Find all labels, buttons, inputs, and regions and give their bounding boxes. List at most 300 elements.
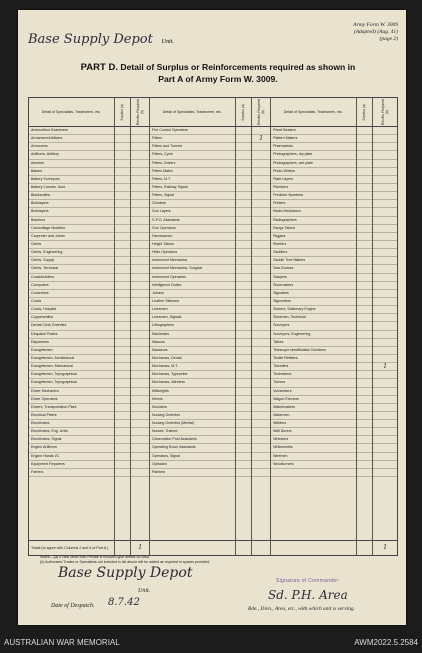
number-cell (252, 363, 270, 371)
trade-row: Instrument Mechanics, Surgical (150, 265, 235, 273)
trade-row: Wagon Erectors (271, 396, 356, 404)
trade-row: Shoemakers (271, 282, 356, 290)
number-cell (131, 257, 149, 265)
trade-row: Draughtsmen, Architectural (29, 355, 114, 363)
trade-row: Pharmacists (271, 143, 356, 151)
number-cell (357, 461, 373, 469)
number-cell (115, 233, 131, 241)
trade-row: Saddle Tree Makers (271, 257, 356, 265)
number-cell (357, 363, 373, 371)
column-header-trade: Detail of Specialists, Tradesmen, etc. (150, 98, 235, 127)
trade-row: Coppersmiths (29, 314, 114, 322)
trade-row: Panel Beaters (271, 127, 356, 135)
total-cell (357, 540, 373, 555)
trade-row: Cooks (29, 298, 114, 306)
number-cell (357, 379, 373, 387)
number-cell (131, 176, 149, 184)
trade-row: Intelligence Duties (150, 282, 235, 290)
number-cell: 1 (252, 135, 270, 143)
trade-row: Stokers, Stationary Engine (271, 306, 356, 314)
number-cell (373, 192, 397, 200)
number-cell (373, 200, 397, 208)
trade-column-2 (150, 98, 236, 555)
number-cell (373, 282, 397, 290)
form-ref-line: (Adapted) (Aug. 41) (353, 28, 398, 35)
number-cell (357, 322, 373, 330)
number-cell (373, 371, 397, 379)
number-cell (115, 184, 131, 192)
number-cell (236, 192, 252, 200)
number-cell (252, 396, 270, 404)
number-cell (252, 282, 270, 290)
trade-row: Armourers (29, 143, 114, 151)
surplus-column-2 (236, 98, 253, 555)
trade-row: Pattern Makers (271, 135, 356, 143)
number-cell (131, 241, 149, 249)
trade-row: Electricians, Signal (29, 436, 114, 444)
number-cell (252, 412, 270, 420)
number-cell (373, 412, 397, 420)
number-cell (115, 200, 131, 208)
number-cell (131, 339, 149, 347)
number-cell (373, 436, 397, 444)
footer-unit-handwritten: Base Supply Depot (58, 565, 193, 581)
number-cell (236, 217, 252, 225)
trade-row: Blacksmiths (29, 192, 114, 200)
number-cell (373, 151, 397, 159)
number-cell (131, 290, 149, 298)
trade-row: Surveyors (271, 322, 356, 330)
number-cell (357, 200, 373, 208)
trade-row: Fire Control Operators (150, 127, 235, 135)
number-cell (131, 322, 149, 330)
trade-row: Fitters, Railway Signal (150, 184, 235, 192)
trade-row: Bricklayers (29, 208, 114, 216)
number-cell (357, 298, 373, 306)
number-cell (373, 469, 397, 477)
number-cell (131, 379, 149, 387)
number-cell (236, 135, 252, 143)
number-cell (357, 314, 373, 322)
number-cell (115, 388, 131, 396)
number-cell (373, 347, 397, 355)
number-cell (252, 290, 270, 298)
number-cell (131, 420, 149, 428)
trade-row: Radio Mechanics (271, 208, 356, 216)
number-cell (236, 420, 252, 428)
number-cell (252, 355, 270, 363)
number-cell (373, 420, 397, 428)
trade-row: Operators, Signal (150, 453, 235, 461)
total-cell (150, 540, 235, 555)
number-cell (357, 331, 373, 339)
stamp: Signature of Commander (276, 578, 339, 584)
number-cell (236, 233, 252, 241)
column-header-required: Reinfts. Required (b) (381, 98, 390, 126)
number-cell: 1 (373, 363, 397, 371)
number-cell (357, 339, 373, 347)
number-cell (115, 444, 131, 452)
number-cell (115, 379, 131, 387)
number-cell (252, 371, 270, 379)
trade-row: Plate Layers (271, 176, 356, 184)
number-cell (252, 469, 270, 477)
trade-row: Saw Doctors (271, 265, 356, 273)
trade-row: Bakers (29, 168, 114, 176)
total-cell (115, 540, 131, 555)
trade-row: Miners (150, 396, 235, 404)
number-cell (252, 298, 270, 306)
number-cell (252, 225, 270, 233)
column-header-surplus: Surplus (a) (241, 103, 246, 121)
number-cell (115, 298, 131, 306)
number-cell (131, 192, 149, 200)
number-cell (252, 160, 270, 168)
number-cell (252, 208, 270, 216)
trade-row: Equipment Repairers (29, 461, 114, 469)
trade-row: Coachbuilders (29, 274, 114, 282)
number-cell (236, 160, 252, 168)
number-cell (115, 469, 131, 477)
number-cell (357, 151, 373, 159)
trade-row: G.P.O. Assistants (150, 217, 235, 225)
trade-row: Electricians, Eng. Units (29, 428, 114, 436)
number-cell (115, 461, 131, 469)
number-cell (115, 241, 131, 249)
number-cell (115, 331, 131, 339)
trade-row: Electricians (29, 420, 114, 428)
number-cell (115, 428, 131, 436)
trade-row: Bricklayers (29, 200, 114, 208)
column-header-surplus: Surplus (a) (362, 103, 367, 121)
trade-row: Helio Operators (150, 249, 235, 257)
total-cell (252, 540, 270, 555)
trade-row: Tailors (271, 339, 356, 347)
number-cell (357, 412, 373, 420)
trade-row: Drivers, Transportation Plant (29, 404, 114, 412)
number-cell (357, 453, 373, 461)
form-ref-line: (page 2) (379, 35, 398, 42)
number-cell (131, 469, 149, 477)
trade-row: Mechanics, Wireless (150, 379, 235, 387)
number-cell (373, 379, 397, 387)
number-cell (115, 192, 131, 200)
number-cell (236, 168, 252, 176)
number-cell (252, 388, 270, 396)
number-cell (373, 184, 397, 192)
trade-row: Lithographers (150, 322, 235, 330)
total-cell (236, 540, 252, 555)
number-cell (252, 176, 270, 184)
number-cell (115, 420, 131, 428)
trade-row: Storemen, Technical (271, 314, 356, 322)
number-cell (373, 233, 397, 241)
number-cell (373, 160, 397, 168)
number-cell (131, 444, 149, 452)
number-cell (115, 404, 131, 412)
surplus-cells-3 (357, 127, 373, 477)
trade-row: Draughtsmen, Mechanical (29, 363, 114, 371)
number-cell (115, 436, 131, 444)
trade-row: Grinders (150, 200, 235, 208)
number-cell (373, 274, 397, 282)
number-cell (252, 461, 270, 469)
number-cell (236, 436, 252, 444)
number-cell (357, 225, 373, 233)
number-cell (373, 298, 397, 306)
trade-row: Gun Layers (150, 208, 235, 216)
trade-row: Sawyers (271, 274, 356, 282)
number-cell (131, 160, 149, 168)
number-cell (131, 151, 149, 159)
trade-row: Joiners (150, 290, 235, 298)
number-cell (252, 192, 270, 200)
trade-row: Telescope Identification Numbers (271, 347, 356, 355)
number-cell (357, 469, 373, 477)
number-cell (373, 355, 397, 363)
number-cell (357, 249, 373, 257)
number-cell (236, 257, 252, 265)
number-cell (131, 331, 149, 339)
trade-row: Range Takers (271, 225, 356, 233)
number-cell (236, 298, 252, 306)
trade-row: Height Takers (150, 241, 235, 249)
unit-header (28, 32, 174, 47)
number-cell (252, 428, 270, 436)
number-cell (373, 176, 397, 184)
trade-row: Engine Hands I/C (29, 453, 114, 461)
number-cell (115, 355, 131, 363)
number-cell (373, 396, 397, 404)
number-cell (131, 225, 149, 233)
column-header-required: Reinfts. Required (b) (257, 98, 266, 126)
number-cell (236, 371, 252, 379)
trade-row: Fitters, M.T. (150, 176, 235, 184)
column-header-required: Reinfts. Required (b) (136, 98, 145, 126)
number-cell (115, 143, 131, 151)
number-cell (357, 274, 373, 282)
number-cell (373, 225, 397, 233)
trade-row: Textile Refitters (271, 355, 356, 363)
trades-table (28, 97, 398, 556)
number-cell (373, 404, 397, 412)
number-cell (357, 233, 373, 241)
caption-source: AUSTRALIAN WAR MEMORIAL (4, 638, 120, 647)
number-cell (252, 151, 270, 159)
surplus-cells-2 (236, 127, 252, 477)
part-label: PART D. (80, 62, 118, 73)
trade-row: Operating Room Assistants (150, 444, 235, 452)
trade-row: Electrical Fitters (29, 412, 114, 420)
number-cell (115, 257, 131, 265)
number-cell (373, 168, 397, 176)
trade-row: Woodturners (271, 461, 356, 469)
number-cell (115, 363, 131, 371)
number-cell (115, 412, 131, 420)
trade-list-1 (29, 127, 114, 477)
number-cell (131, 282, 149, 290)
trade-row: Saddlers (271, 249, 356, 257)
trade-row: Fitters and Turners (150, 143, 235, 151)
trade-row: Photographers, dry plate (271, 151, 356, 159)
number-cell (236, 396, 252, 404)
trade-row: Radiographers (271, 217, 356, 225)
column-header-trade: Detail of Specialists, Tradesmen, etc. (29, 98, 114, 127)
number-cell (357, 176, 373, 184)
trade-column-3 (271, 98, 357, 555)
number-cell (252, 347, 270, 355)
number-cell (115, 217, 131, 225)
trade-row: Camouflage Modeller (29, 225, 114, 233)
trade-list-3 (271, 127, 356, 477)
number-cell (236, 469, 252, 477)
trade-row: Surveyors, Engineering (271, 331, 356, 339)
number-cell (115, 314, 131, 322)
trade-row: Masons (150, 339, 235, 347)
trade-row: Observation Post Assistants (150, 436, 235, 444)
trade-row: Mechanics, Typewriter (150, 371, 235, 379)
trade-column-1 (29, 98, 115, 555)
number-cell (357, 388, 373, 396)
number-cell (236, 331, 252, 339)
form-reference (353, 22, 398, 43)
trade-row: Clerks (29, 241, 114, 249)
number-cell (131, 363, 149, 371)
number-cell (373, 339, 397, 347)
number-cell (373, 208, 397, 216)
number-cell (115, 249, 131, 257)
trade-row: Carpenter and Joiner (29, 233, 114, 241)
number-cell (373, 453, 397, 461)
totals-label: Totals (to agree with Columns 2 and 4 of Part A.) (29, 540, 114, 555)
required-column-3 (373, 98, 397, 555)
number-cell (357, 257, 373, 265)
number-cell (252, 257, 270, 265)
number-cell (252, 404, 270, 412)
required-cells-3 (373, 127, 397, 477)
number-cell (115, 347, 131, 355)
number-cell (236, 249, 252, 257)
number-cell (236, 225, 252, 233)
number-cell (236, 379, 252, 387)
trade-row: Butchers (29, 217, 114, 225)
trade-row: Moulders (150, 404, 235, 412)
number-cell (236, 412, 252, 420)
number-cell (115, 151, 131, 159)
number-cell (236, 265, 252, 273)
number-cell (131, 265, 149, 273)
number-cell (131, 396, 149, 404)
number-cell (357, 160, 373, 168)
number-cell (115, 127, 131, 135)
required-cells-1 (131, 127, 149, 477)
number-cell (357, 127, 373, 135)
trade-row: Linesmen (150, 306, 235, 314)
number-cell (131, 208, 149, 216)
number-cell (357, 168, 373, 176)
trade-row: Ammunition Examiners (29, 127, 114, 135)
number-cell (131, 428, 149, 436)
number-cell (357, 290, 373, 298)
number-cell (236, 444, 252, 452)
number-cell (236, 314, 252, 322)
number-cell (252, 200, 270, 208)
form-notes (40, 555, 210, 565)
number-cell (357, 192, 373, 200)
trade-row: Whitesmiths (271, 444, 356, 452)
number-cell (373, 428, 397, 436)
number-cell (131, 127, 149, 135)
number-cell (115, 168, 131, 176)
number-cell (115, 225, 131, 233)
trade-row: Nursing Orderlies (150, 412, 235, 420)
number-cell (131, 143, 149, 151)
required-column-2 (252, 98, 271, 555)
trade-row: Watermen (271, 412, 356, 420)
surplus-cells-1 (115, 127, 131, 477)
trade-row: Millwrights (150, 388, 235, 396)
trade-row: Nursing Orderlies (Mental) (150, 420, 235, 428)
number-cell (115, 160, 131, 168)
trade-row: Dental Clerk Orderlies (29, 322, 114, 330)
required-cells-2 (252, 127, 270, 477)
unit-label: Unit. (161, 39, 174, 45)
trade-row: Cooks, Hospital (29, 306, 114, 314)
number-cell (236, 461, 252, 469)
trade-row: Masseurs (150, 347, 235, 355)
number-cell (236, 200, 252, 208)
trade-row: Welders (271, 420, 356, 428)
number-cell (373, 444, 397, 452)
number-cell (373, 143, 397, 151)
number-cell (357, 306, 373, 314)
number-cell (131, 461, 149, 469)
signature: Sd. P.H. Area (268, 588, 348, 602)
number-cell (131, 184, 149, 192)
number-cell (373, 388, 397, 396)
trade-row: Turners (271, 379, 356, 387)
number-cell (252, 306, 270, 314)
form-page (18, 10, 406, 625)
number-cell (357, 347, 373, 355)
title-line1: Detail of Surplus or Reinforcements required as shown in (120, 62, 356, 72)
number-cell (115, 371, 131, 379)
number-cell (236, 176, 252, 184)
number-cell (131, 347, 149, 355)
number-cell (357, 444, 373, 452)
number-cell (115, 265, 131, 273)
trade-row: Instrument Operators (150, 274, 235, 282)
number-cell (357, 241, 373, 249)
number-cell (236, 208, 252, 216)
trade-row: Draughtsmen, Topographical (29, 379, 114, 387)
number-cell (236, 143, 252, 151)
number-cell (115, 306, 131, 314)
number-cell (252, 379, 270, 387)
number-cell (236, 274, 252, 282)
number-cell (236, 363, 252, 371)
number-cell (115, 290, 131, 298)
trade-row: Battery Surveyors (29, 176, 114, 184)
number-cell (373, 265, 397, 273)
number-cell (252, 168, 270, 176)
trade-row: Wiremen (271, 453, 356, 461)
trade-row: Mechanics, Dental (150, 355, 235, 363)
number-cell (357, 371, 373, 379)
number-cell (252, 322, 270, 330)
number-cell (252, 127, 270, 135)
number-cell (115, 208, 131, 216)
